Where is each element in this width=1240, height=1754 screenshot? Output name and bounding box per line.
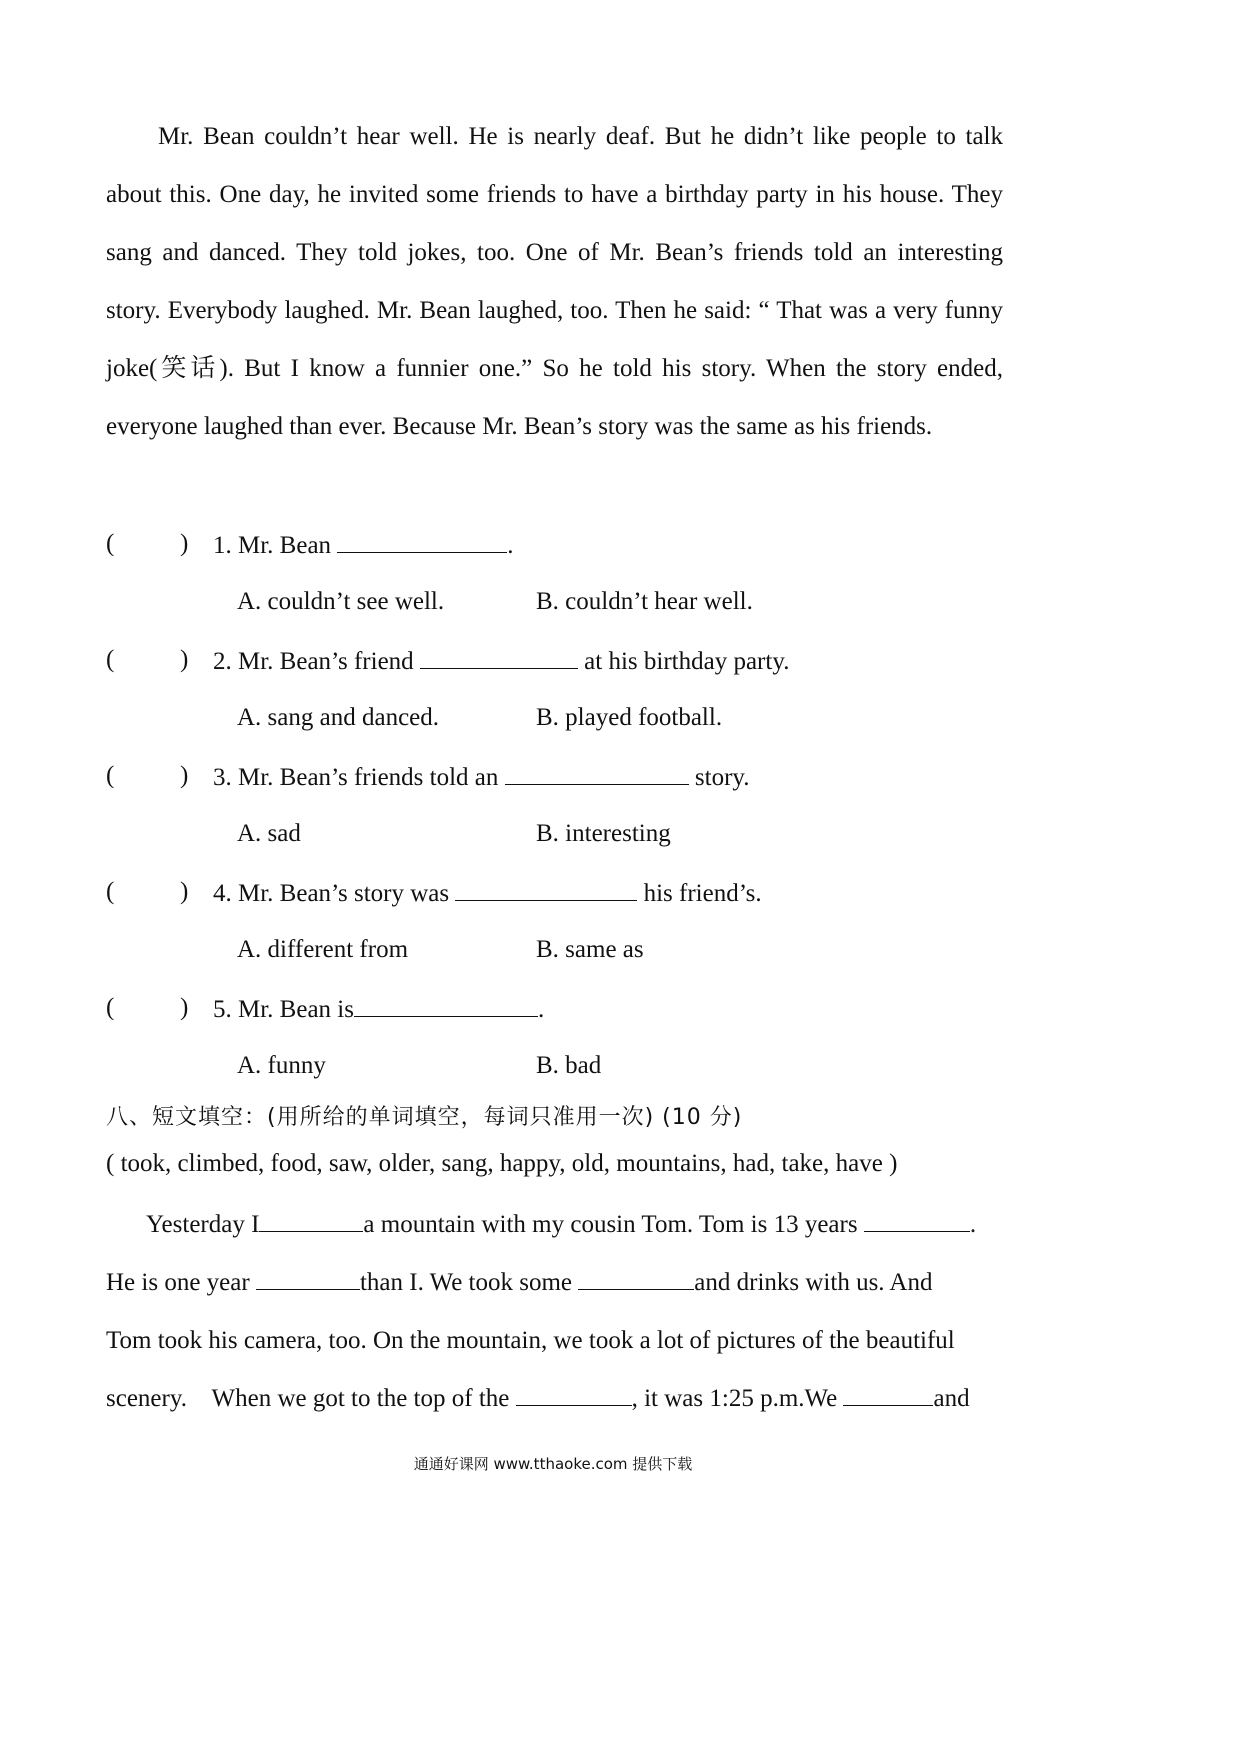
- answer-paren-open: (: [106, 994, 115, 1021]
- cloze-text: [106, 1370, 970, 1428]
- answer-blank[interactable]: [505, 762, 689, 785]
- cloze-segment: than I. We took some: [359, 1269, 579, 1296]
- cloze-segment: .: [969, 1211, 977, 1238]
- question-stem: 5. Mr. Bean is: [213, 996, 354, 1023]
- option-b: B. same as: [536, 936, 644, 963]
- option-b: B. bad: [536, 1052, 602, 1079]
- cloze-line: [106, 1196, 1003, 1254]
- cloze-blank[interactable]: [256, 1267, 360, 1290]
- cloze-blank[interactable]: [864, 1209, 970, 1232]
- cloze-segment: , it was 1:25 p.m.We: [631, 1385, 844, 1412]
- cloze-segment: Yesterday I: [146, 1211, 260, 1238]
- answer-paren-open: (: [106, 762, 115, 789]
- answer-blank[interactable]: [354, 994, 538, 1017]
- cloze-line: [106, 1254, 1003, 1312]
- answer-paren-close: ): [180, 646, 189, 673]
- answer-paren-close: ): [180, 762, 189, 789]
- answer-blank[interactable]: [455, 878, 637, 901]
- option-b: B. played football.: [536, 704, 723, 731]
- option-a: A. couldn’t see well.: [237, 588, 445, 615]
- question-stem: 4. Mr. Bean’s story was: [213, 880, 456, 907]
- cloze-blank[interactable]: [516, 1383, 632, 1406]
- question-tail: at his birthday party.: [577, 648, 790, 675]
- question-text: [213, 878, 762, 908]
- option-b: B. interesting: [536, 820, 671, 847]
- answer-paren-open: (: [106, 530, 115, 557]
- option-a: A. sad: [237, 820, 301, 847]
- cloze-segment: Tom took his camera, too. On the mountain, we took a lot of pictures of the beautiful: [106, 1327, 955, 1354]
- option-a: A. sang and danced.: [237, 704, 440, 731]
- reading-passage: [106, 108, 1003, 456]
- answer-paren-close: ): [180, 994, 189, 1021]
- word-bank: ( took, climbed, food, saw, older, sang, happy, old, mountains, had, take, have ): [106, 1150, 898, 1177]
- cloze-blank[interactable]: [259, 1209, 363, 1232]
- cloze-blank[interactable]: [578, 1267, 694, 1290]
- answer-paren-open: (: [106, 878, 115, 905]
- cloze-segment: and drinks with us. And: [694, 1269, 933, 1296]
- question-text: [213, 530, 514, 560]
- question-stem: 1. Mr. Bean: [213, 532, 338, 559]
- cloze-text: [146, 1196, 976, 1254]
- question-text: [213, 646, 789, 676]
- answer-blank[interactable]: [420, 646, 578, 669]
- cloze-segment: scenery. When we got to the top of the: [106, 1385, 516, 1412]
- cloze-text: [106, 1254, 932, 1312]
- cloze-segment: He is one year: [106, 1269, 256, 1296]
- section-heading: 八、短文填空：(用所给的单词填空，每词只准用一次) (10 分): [106, 1105, 743, 1130]
- passage-paragraph: Mr. Bean couldn’t hear well. He is nearly deaf. But he didn’t like people to talk about this. One day, he invited some friends to have a birthday party in his house. They sang and danced. They told jokes, too. One of Mr. Bean’s friends told an interesting story. Everybody laughed. Mr. Bean laughed, too. Then he said: “ That was a very funny joke(笑话). But I know a funnier one.” So he told his story. When the story ended, everyone laughed than ever. Because Mr. Bean’s story was the same as his friends.: [106, 123, 1003, 440]
- question-tail: story.: [688, 764, 750, 791]
- page-footer: 通通好课网 www.tthaoke.com 提供下载: [413, 1455, 693, 1473]
- question-stem: 2. Mr. Bean’s friend: [213, 648, 420, 675]
- question-tail: his friend’s.: [637, 880, 762, 907]
- question-text: [213, 994, 544, 1024]
- question-tail: .: [537, 996, 545, 1023]
- question-stem: 3. Mr. Bean’s friends told an: [213, 764, 505, 791]
- cloze-segment: and: [933, 1385, 970, 1412]
- option-a: A. funny: [237, 1052, 326, 1079]
- answer-paren-close: ): [180, 878, 189, 905]
- cloze-segment: a mountain with my cousin Tom. Tom is 13 years: [363, 1211, 864, 1238]
- cloze-line: [106, 1312, 1003, 1370]
- option-a: A. different from: [237, 936, 409, 963]
- option-b: B. couldn’t hear well.: [536, 588, 753, 615]
- answer-paren-open: (: [106, 646, 115, 673]
- cloze-passage: [106, 1196, 1003, 1428]
- cloze-blank[interactable]: [843, 1383, 933, 1406]
- answer-blank[interactable]: [337, 530, 507, 553]
- cloze-line: [106, 1370, 1003, 1428]
- question-tail: .: [507, 532, 514, 559]
- answer-paren-close: ): [180, 530, 189, 557]
- question-text: [213, 762, 750, 792]
